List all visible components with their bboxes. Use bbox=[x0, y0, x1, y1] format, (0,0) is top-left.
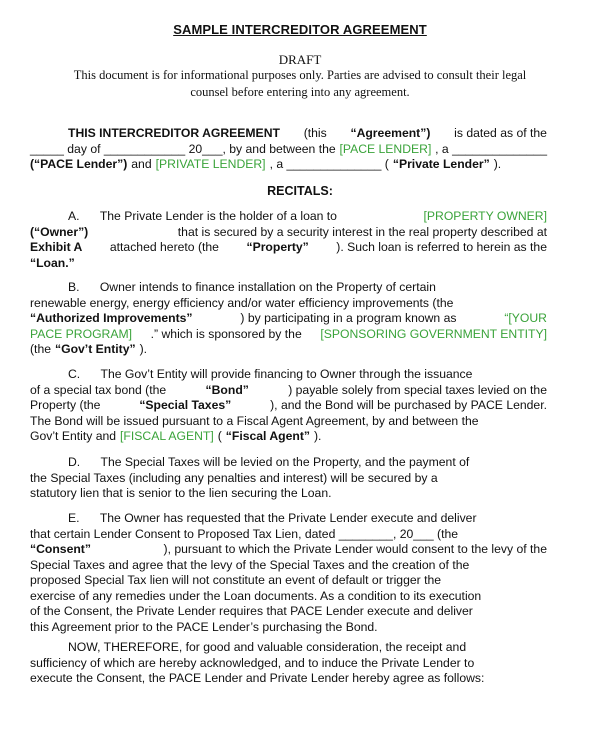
placeholder-field: [PACE LENDER] bbox=[339, 141, 432, 156]
text-line bbox=[30, 311, 547, 327]
text-segment: The Bond will be issued pursuant to a Fiscal Agent Agreement, by and between the bbox=[30, 413, 479, 428]
defined-term: “Loan.” bbox=[30, 255, 75, 270]
text-line bbox=[30, 240, 547, 256]
text-segment: Special Taxes and agree that the levy of the Special Taxes and the creation of the bbox=[30, 557, 470, 572]
text-segment: ). bbox=[493, 157, 502, 171]
defined-term: “Authorized Improvements” bbox=[30, 311, 193, 325]
text-line bbox=[30, 671, 547, 687]
text-line bbox=[30, 280, 547, 296]
text-segment: ) payable solely from special taxes levied on the bbox=[288, 382, 547, 397]
defined-term: “Gov’t Entity” bbox=[55, 342, 136, 356]
text-segment: statutory lien that is senior to the lien securing the Loan. bbox=[30, 486, 332, 500]
recital-paragraph-d bbox=[30, 455, 547, 502]
defined-term: (“Owner”) bbox=[30, 224, 89, 239]
placeholder-field: “[YOUR bbox=[504, 311, 547, 325]
text-segment: exercise of any remedies under the Loan documents. As a condition to its execution bbox=[30, 588, 482, 603]
text-segment: ), pursuant to which the Private Lender would consent to the levy of the bbox=[163, 542, 547, 556]
defined-term: Exhibit A bbox=[30, 240, 83, 254]
placeholder-field: [PRIVATE LENDER] bbox=[155, 157, 266, 171]
text-segment: and bbox=[131, 157, 152, 171]
text-segment: that certain Lender Consent to Proposed Tax Lien, dated ________, 20___ (the bbox=[30, 526, 459, 541]
text-line bbox=[30, 640, 547, 656]
text-line bbox=[30, 342, 547, 358]
text-segment: NOW, THEREFORE, for good and valuable consideration, the receipt and bbox=[68, 640, 467, 654]
text-segment: (this bbox=[303, 126, 327, 140]
text-line bbox=[30, 209, 547, 225]
defined-term: (“PACE Lender”) bbox=[30, 157, 128, 171]
text-line bbox=[30, 656, 547, 672]
text-line bbox=[30, 327, 547, 343]
defined-term: THIS INTERCREDITOR AGREEMENT bbox=[68, 126, 280, 140]
text-segment: C. The Gov’t Entity will provide financing to Owner through the issuance bbox=[68, 367, 473, 381]
text-segment: of a special tax bond (the bbox=[30, 382, 167, 397]
text-segment: _____ day of ____________ 20___, by and between the bbox=[30, 141, 336, 156]
text-line bbox=[30, 511, 547, 527]
document-title: SAMPLE INTERCREDITOR AGREEMENT bbox=[173, 22, 427, 37]
text-line bbox=[30, 429, 547, 445]
defined-term: “Private Lender” bbox=[392, 157, 490, 171]
text-segment: D. The Special Taxes will be levied on the Property, and the payment of bbox=[68, 455, 470, 469]
placeholder-field: PACE PROGRAM] bbox=[30, 326, 133, 341]
text-segment: A. The Private Lender is the holder of a loan to bbox=[68, 209, 337, 223]
recital-paragraph-b bbox=[30, 280, 547, 358]
text-line bbox=[30, 398, 547, 414]
defined-term: “Special Taxes” bbox=[139, 398, 232, 412]
text-segment: Property (the bbox=[30, 398, 101, 412]
text-segment: B. Owner intends to finance installation on the Property of certain bbox=[68, 280, 436, 294]
text-line bbox=[30, 157, 547, 173]
defined-term: “Property” bbox=[246, 240, 309, 254]
text-segment: this Agreement prior to the PACE Lender’s purchasing the Bond. bbox=[30, 619, 378, 634]
text-line bbox=[30, 296, 547, 312]
text-segment: execute the Consent, the PACE Lender and Private Lender hereby agree as follows: bbox=[30, 671, 485, 685]
disclaimer-line: This document is for informational purposes only. Parties are advised to consult their legal bbox=[73, 68, 527, 82]
defined-term: “Bond” bbox=[205, 382, 249, 397]
text-line bbox=[30, 455, 547, 471]
placeholder-field: [SPONSORING GOVERNMENT ENTITY] bbox=[320, 326, 547, 341]
text-segment: is dated as of the bbox=[454, 126, 547, 140]
text-line bbox=[30, 142, 547, 158]
defined-term: “Agreement”) bbox=[350, 126, 431, 140]
text-segment: ) by participating in a program known as bbox=[240, 311, 457, 325]
text-segment: E. The Owner has requested that the Private Lender execute and deliver bbox=[68, 511, 477, 525]
text-line bbox=[30, 383, 547, 399]
text-line bbox=[30, 471, 547, 487]
text-segment: of the Consent, the Private Lender requires that PACE Lender execute and deliver bbox=[30, 604, 473, 618]
text-line bbox=[30, 256, 547, 272]
text-segment: renewable energy, energy efficiency and/or water efficiency improvements (the bbox=[30, 295, 454, 310]
text-segment: that is secured by a security interest in the real property described at bbox=[177, 224, 547, 239]
text-line bbox=[30, 225, 547, 241]
text-line bbox=[30, 604, 547, 620]
text-segment: sufficiency of which are hereby acknowledged, and to induce the Private Lender to bbox=[30, 655, 475, 670]
text-line bbox=[30, 414, 547, 430]
text-segment: ). Such loan is referred to herein as the bbox=[336, 240, 547, 254]
text-segment: , a ______________ ( bbox=[269, 157, 389, 171]
text-segment: Gov’t Entity and bbox=[30, 429, 117, 443]
text-segment: ). bbox=[314, 429, 322, 443]
text-segment: .” which is sponsored by the bbox=[150, 326, 302, 341]
defined-term: “Consent” bbox=[30, 542, 91, 556]
text-line bbox=[30, 558, 547, 574]
disclaimer bbox=[40, 67, 560, 101]
intro-paragraph bbox=[30, 126, 547, 173]
now-therefore-paragraph bbox=[30, 640, 547, 687]
text-line bbox=[30, 589, 547, 605]
text-line bbox=[30, 542, 547, 558]
text-line bbox=[30, 527, 547, 543]
text-segment: attached hereto (the bbox=[109, 240, 219, 254]
text-segment: ), and the Bond will be purchased by PACE Lender. bbox=[270, 398, 547, 412]
draft-label: DRAFT bbox=[278, 52, 322, 67]
placeholder-field: [PROPERTY OWNER] bbox=[423, 209, 547, 223]
text-line bbox=[30, 486, 547, 502]
text-segment: ). bbox=[139, 342, 148, 356]
placeholder-field: [FISCAL AGENT] bbox=[120, 429, 214, 443]
recital-paragraph-c bbox=[30, 367, 547, 445]
text-line bbox=[30, 620, 547, 636]
recitals-heading: RECITALS: bbox=[267, 184, 333, 198]
recital-paragraph-a bbox=[30, 209, 547, 271]
text-line bbox=[30, 367, 547, 383]
text-line bbox=[30, 126, 547, 142]
text-segment: proposed Special Tax lien will not constitute an event of default or trigger the bbox=[30, 573, 442, 587]
text-segment: the Special Taxes (including any penalties and interest) will be secured by a bbox=[30, 470, 438, 485]
disclaimer-line: counsel before entering into any agreement. bbox=[190, 85, 410, 99]
text-segment: ( bbox=[217, 429, 222, 443]
text-line bbox=[30, 573, 547, 589]
text-segment: (the bbox=[30, 342, 52, 356]
recital-paragraph-e bbox=[30, 511, 547, 635]
defined-term: “Fiscal Agent” bbox=[225, 429, 310, 443]
text-segment: , a ______________ bbox=[435, 141, 547, 156]
